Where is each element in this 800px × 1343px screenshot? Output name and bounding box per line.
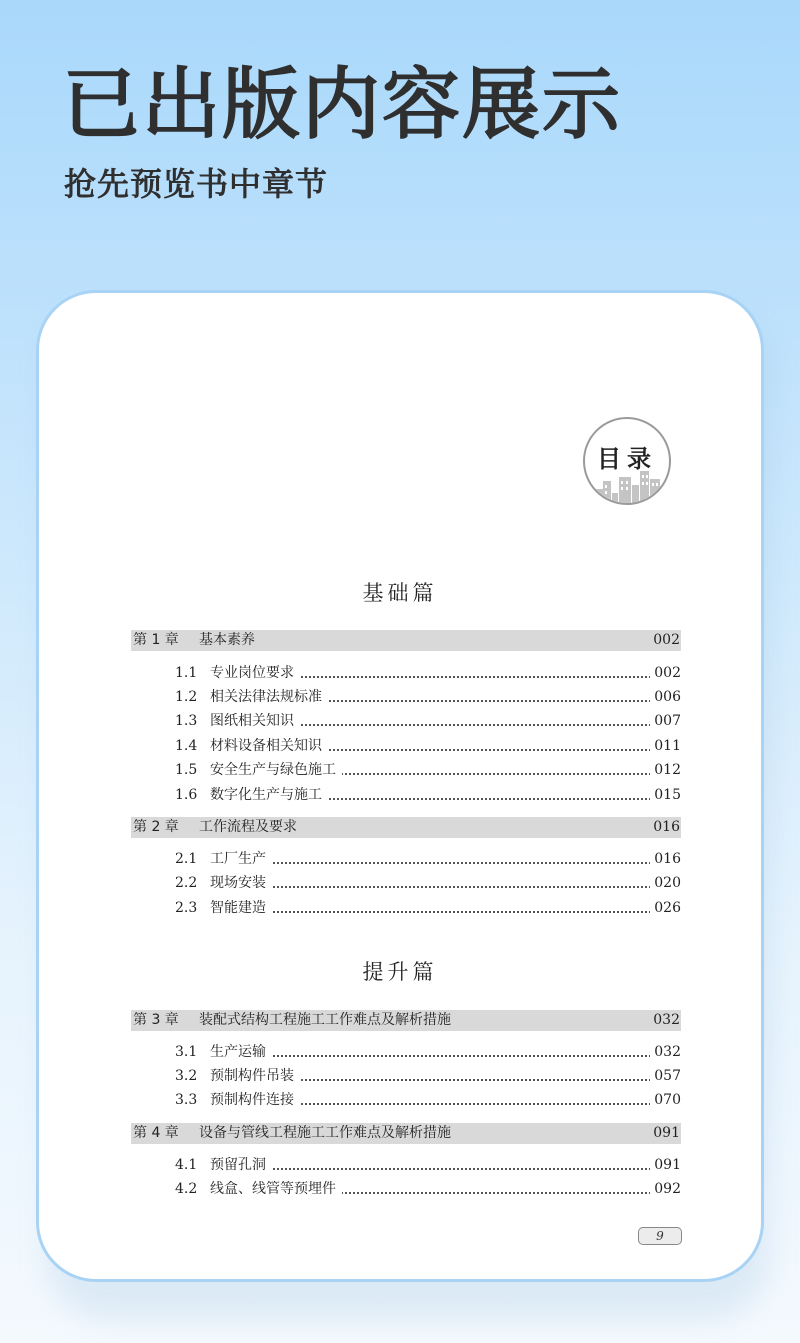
- chapter-number: 第 1 章: [133, 632, 179, 648]
- section-title: 工厂生产: [210, 849, 272, 869]
- section-page: 091: [650, 1155, 681, 1175]
- chapter-bar: [131, 1123, 681, 1144]
- chapter-number: 第 2 章: [133, 819, 179, 835]
- section-page: 032: [650, 1042, 681, 1062]
- section-number: 4.1: [175, 1157, 198, 1173]
- section-page: 006: [650, 687, 681, 707]
- page-number: 9: [638, 1227, 682, 1245]
- chapter-page: 002: [653, 632, 680, 648]
- section-row: [175, 711, 681, 731]
- chapter-title: 设备与管线工程施工工作难点及解析措施: [199, 1125, 451, 1141]
- toc-badge-label: 目录: [597, 445, 657, 473]
- section-number: 2.2: [175, 875, 198, 891]
- dot-leader: [210, 886, 651, 888]
- section-number: 1.1: [175, 665, 198, 681]
- toc-badge: [583, 417, 671, 505]
- section-title: 预留孔洞: [210, 1155, 272, 1175]
- chapter-page: 032: [653, 1012, 680, 1028]
- part-heading: 提升篇: [362, 960, 438, 984]
- section-title: 专业岗位要求: [210, 663, 300, 683]
- section-title: 材料设备相关知识: [210, 736, 328, 756]
- section-title: 线盒、线管等预埋件: [210, 1179, 342, 1199]
- section-page: 092: [650, 1179, 681, 1199]
- section-number: 1.2: [175, 689, 198, 705]
- chapter-page: 091: [653, 1125, 680, 1141]
- section-row: [175, 1155, 681, 1175]
- section-number: 1.6: [175, 787, 198, 803]
- chapter-title: 装配式结构工程施工工作难点及解析措施: [199, 1012, 451, 1028]
- hero-subtitle: 抢先预览书中章节: [64, 165, 329, 203]
- section-number: 3.3: [175, 1092, 198, 1108]
- section-title: 智能建造: [210, 898, 272, 918]
- chapter-title: 基本素养: [199, 632, 255, 648]
- section-number: 4.2: [175, 1181, 198, 1197]
- section-page: 070: [650, 1090, 681, 1110]
- section-page: 026: [650, 898, 681, 918]
- section-title: 预制构件连接: [210, 1090, 300, 1110]
- chapter-page: 016: [653, 819, 680, 835]
- section-title: 相关法律法规标准: [210, 687, 328, 707]
- section-row: [175, 873, 681, 893]
- section-page: 012: [650, 760, 681, 780]
- chapter-bar: [131, 817, 681, 838]
- hero-title: 已出版内容展示: [62, 60, 623, 150]
- section-title: 图纸相关知识: [210, 711, 300, 731]
- section-page: 016: [650, 849, 681, 869]
- part-heading: 基础篇: [362, 581, 438, 605]
- section-row: [175, 736, 681, 756]
- section-number: 1.3: [175, 713, 198, 729]
- section-title: 安全生产与绿色施工: [210, 760, 342, 780]
- section-number: 2.1: [175, 851, 198, 867]
- section-page: 057: [650, 1066, 681, 1086]
- section-number: 1.5: [175, 762, 198, 778]
- section-row: [175, 1066, 681, 1086]
- chapter-title: 工作流程及要求: [199, 819, 297, 835]
- section-row: [175, 849, 681, 869]
- section-number: 3.1: [175, 1044, 198, 1060]
- section-row: [175, 1042, 681, 1062]
- chapter-number: 第 4 章: [133, 1125, 179, 1141]
- section-page: 007: [650, 711, 681, 731]
- section-page: 015: [650, 785, 681, 805]
- dot-leader: [210, 862, 651, 864]
- section-page: 002: [650, 663, 681, 683]
- dot-leader: [210, 1055, 651, 1057]
- chapter-bar: [131, 1010, 681, 1031]
- section-number: 2.3: [175, 900, 198, 916]
- section-title: 数字化生产与施工: [210, 785, 328, 805]
- section-row: [175, 785, 681, 805]
- chapter-number: 第 3 章: [133, 1012, 179, 1028]
- section-page: 020: [650, 873, 681, 893]
- section-number: 1.4: [175, 738, 198, 754]
- section-number: 3.2: [175, 1068, 198, 1084]
- chapter-bar: [131, 630, 681, 651]
- section-title: 预制构件吊装: [210, 1066, 300, 1086]
- section-title: 生产运输: [210, 1042, 272, 1062]
- section-row: [175, 1090, 681, 1110]
- section-row: [175, 898, 681, 918]
- dot-leader: [210, 911, 651, 913]
- section-page: 011: [650, 736, 681, 756]
- dot-leader: [210, 1168, 651, 1170]
- section-row: [175, 760, 681, 780]
- section-row: [175, 663, 681, 683]
- section-row: [175, 1179, 681, 1199]
- section-title: 现场安装: [210, 873, 272, 893]
- section-row: [175, 687, 681, 707]
